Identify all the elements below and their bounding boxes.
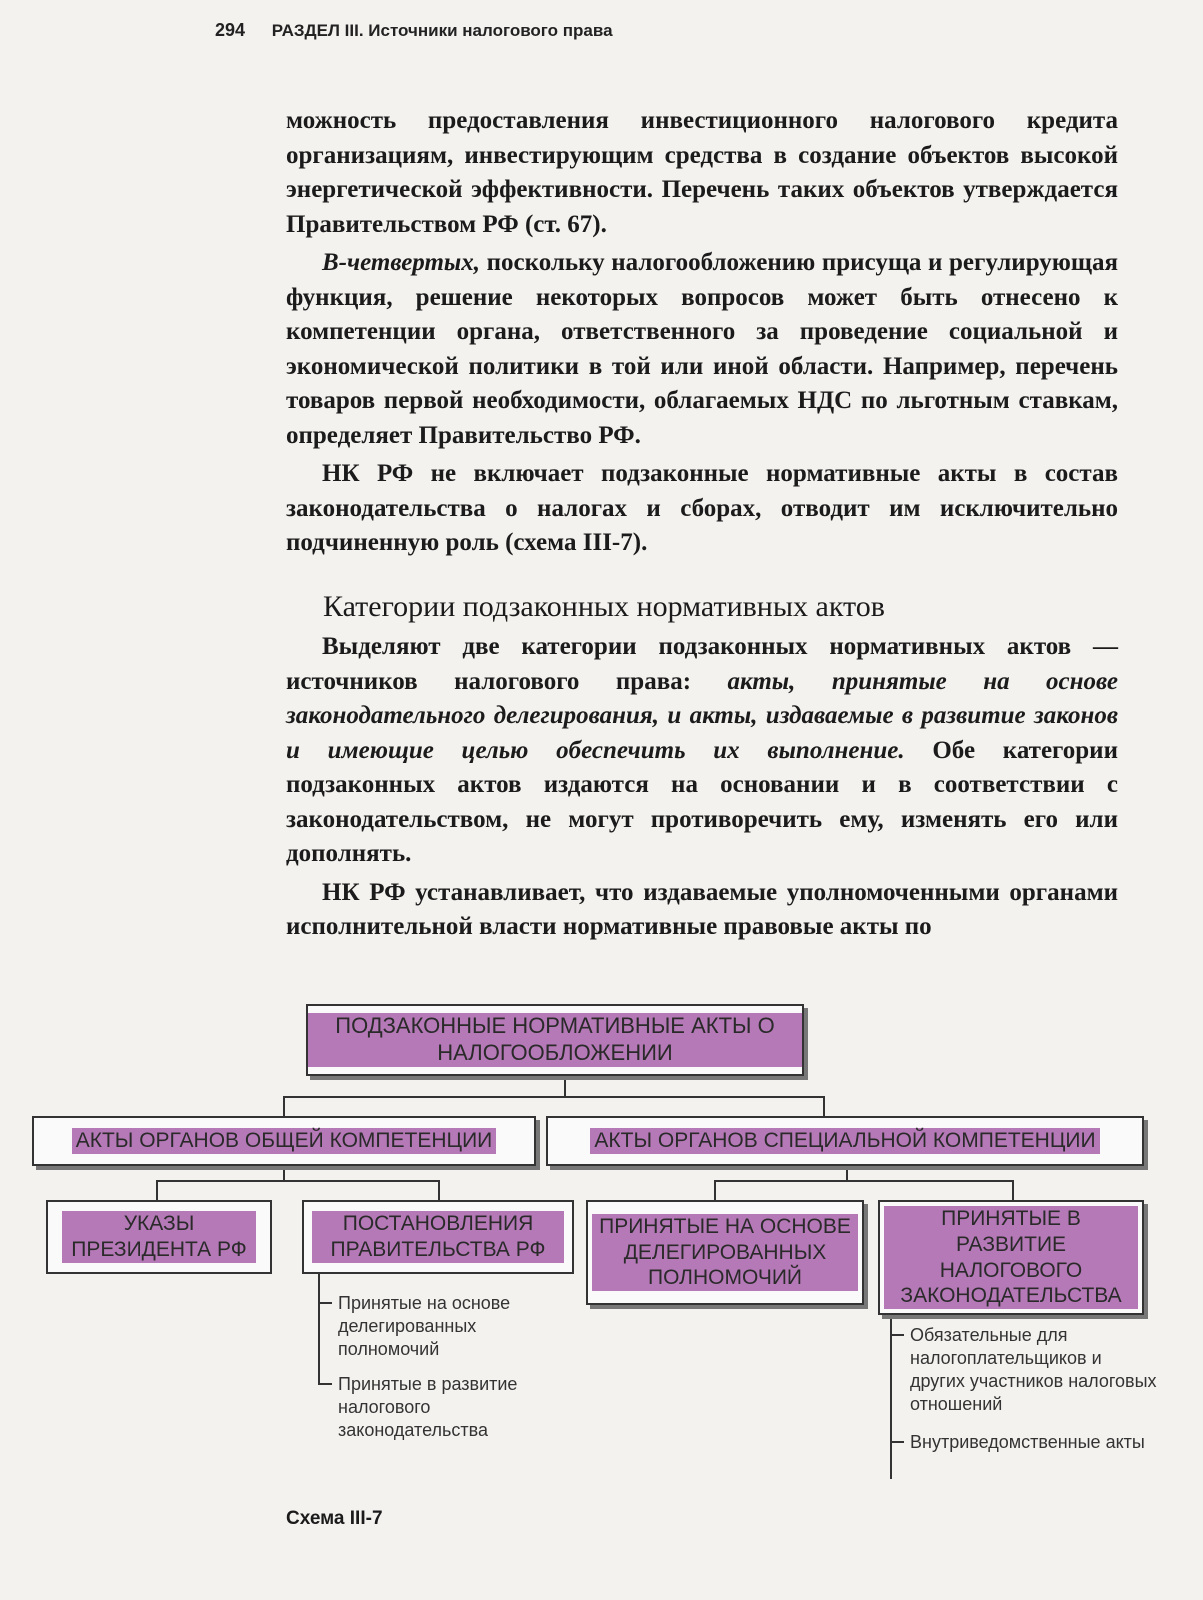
paragraph-1: можность предоставления инвестиционного налогового кредита организациям, инвестирующим средства в создание объектов высокой энергетической эффективности. Перечень таких объектов утверждается Правительством РФ (ст. 67). <box>286 107 1118 238</box>
body-text-top <box>286 104 1118 561</box>
running-title: РАЗДЕЛ III. Источники налогового права <box>271 21 613 40</box>
page-header <box>215 20 613 41</box>
root-box <box>306 1004 804 1076</box>
decrees-label: УКАЗЫ ПРЕЗИДЕНТА РФ <box>62 1211 256 1262</box>
delegated-box <box>586 1200 864 1305</box>
section-subheading: Категории подзаконных нормативных актов <box>323 590 885 623</box>
development-sub-2: Внутриведомственные акты <box>910 1432 1145 1452</box>
paragraph-2-italic: В-четвертых, <box>322 249 481 276</box>
special-competence-box <box>546 1116 1144 1166</box>
paragraph-4-end: Обе категории подзаконных актов издаются на основании и в соответствии с законодательством, не могут противоречить ему, изменять его или дополнять. <box>286 736 1118 867</box>
development-box <box>878 1200 1144 1315</box>
paragraph-2 <box>286 246 1118 453</box>
paragraph-4-italic: акты, принятые на основе законодательного делегирования, и акты, издаваемые в развитие законов и имеющие целью обеспечить их выполнение. <box>286 667 1118 764</box>
body-text-bottom <box>286 630 1118 945</box>
resolutions-label: ПОСТАНОВЛЕНИЯ ПРАВИТЕЛЬСТВА РФ <box>312 1211 564 1262</box>
scheme-diagram <box>0 990 1203 1500</box>
special-competence-label: АКТЫ ОРГАНОВ СПЕЦИАЛЬНОЙ КОМПЕТЕНЦИИ <box>590 1128 1099 1154</box>
scheme-caption: Схема III-7 <box>286 1508 383 1529</box>
paragraph-5: НК РФ устанавливает, что издаваемые уполномоченными органами исполнительной власти нормативные правовые акты по <box>286 878 1118 940</box>
paragraph-2-rest: поскольку налогообложению присуща и регулирующая функция, решение некоторых вопросов может быть отнесено к компетенции органа, ответственного за проведение социальной и экономической политики в той или иной области. Например, перечень товаров первой необходимости, облагаемых НДС по льготным ставкам, определяет Правительство РФ. <box>286 249 1118 449</box>
paragraph-3: НК РФ не включает подзаконные нормативные акты в состав законодательства о налогах и сборах, отводит им исключительно подчиненную роль (схема III-7). <box>286 460 1118 556</box>
decrees-box <box>46 1200 272 1274</box>
page-number: 294 <box>215 20 246 40</box>
general-competence-label: АКТЫ ОРГАНОВ ОБЩЕЙ КОМПЕТЕНЦИИ <box>72 1128 497 1154</box>
paragraph-4 <box>286 630 1118 872</box>
delegated-label: ПРИНЯТЫЕ НА ОСНОВЕ ДЕЛЕГИРОВАННЫХ ПОЛНОМОЧИЙ <box>592 1214 858 1291</box>
development-label: ПРИНЯТЫЕ В РАЗВИТИЕ НАЛОГОВОГО ЗАКОНОДАТЕЛЬСТВА <box>884 1206 1138 1308</box>
resolutions-box <box>302 1200 574 1274</box>
resolutions-sub-2: Принятые в развитие налогового законодательства <box>338 1374 518 1440</box>
development-sub-1: Обязательные для налогоплательщиков и других участников налоговых отношений <box>910 1325 1157 1414</box>
root-label: ПОДЗАКОННЫЕ НОРМАТИВНЫЕ АКТЫ О НАЛОГООБЛОЖЕНИИ <box>308 1013 802 1067</box>
resolutions-sub-1: Принятые на основе делегированных полномочий <box>338 1293 511 1359</box>
general-competence-box <box>32 1116 536 1166</box>
paragraph-4-start: Выделяют две категории подзаконных нормативных актов — источников налогового права: <box>286 633 1118 695</box>
